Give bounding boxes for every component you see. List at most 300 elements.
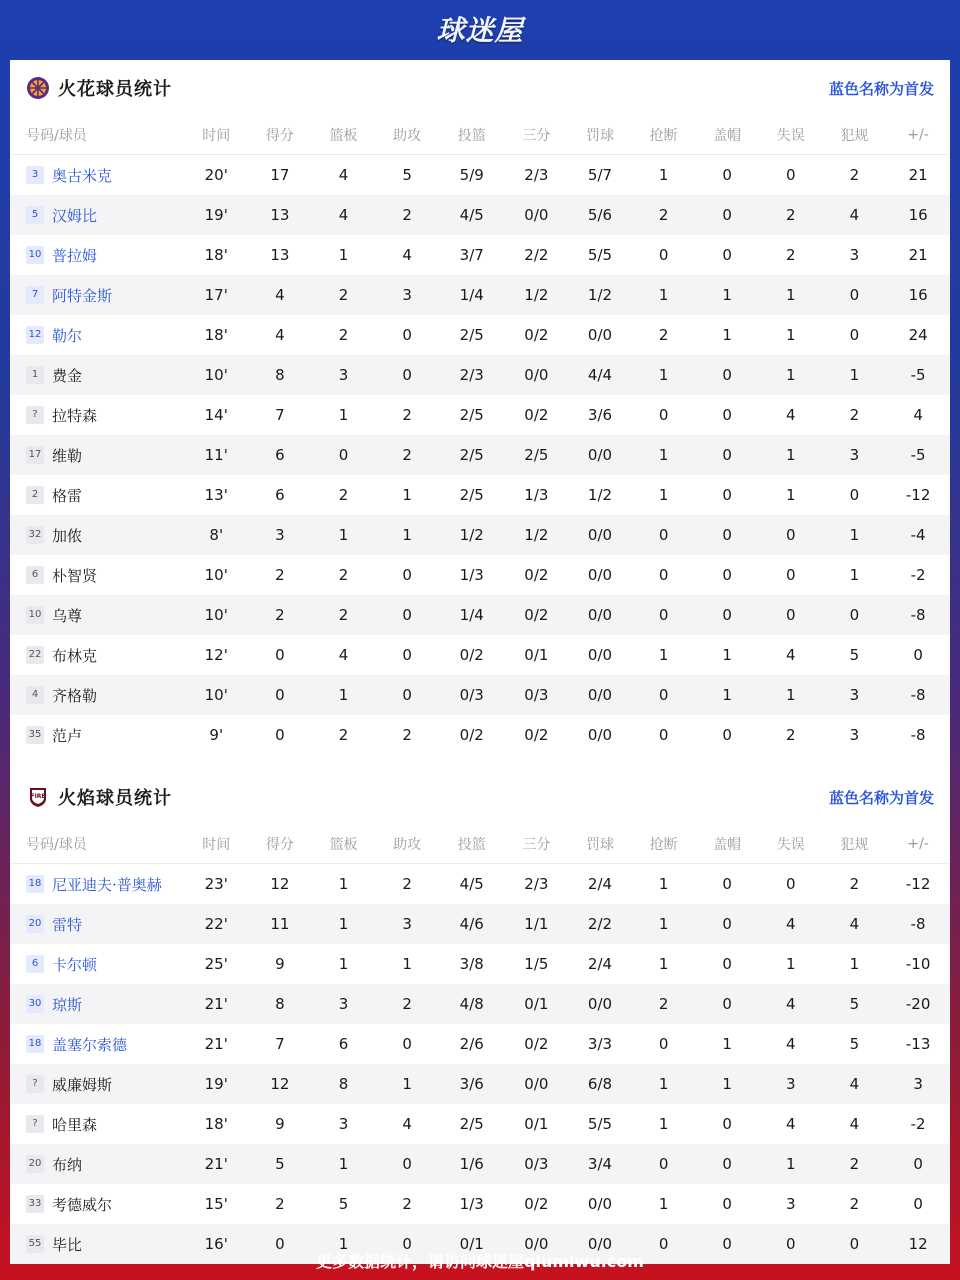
stat-cell: 3/6: [439, 1064, 505, 1104]
stat-cell: 1: [823, 515, 887, 555]
stat-cell: 18': [204, 246, 228, 264]
column-header[interactable]: 号码/球员: [10, 825, 184, 864]
section-gap: [10, 755, 950, 769]
stat-cell: 1: [658, 646, 669, 664]
stat-cell: 0: [658, 246, 669, 264]
player-name[interactable]: 汉姆比: [52, 206, 98, 225]
stat-cell: 0: [759, 515, 823, 555]
stat-cell: -20: [886, 984, 950, 1024]
section-header: [10, 60, 950, 116]
jersey-number-badge: 4: [26, 686, 44, 704]
player-row[interactable]: [10, 355, 950, 395]
stat-cell: 0: [913, 1195, 923, 1213]
stat-cell: -8: [886, 904, 950, 944]
column-header[interactable]: 时间: [184, 116, 248, 155]
column-header[interactable]: 罚球: [568, 116, 632, 155]
stat-cell: 0: [632, 1224, 696, 1264]
stat-cell: 0/0: [587, 726, 613, 744]
stat-cell: 8: [248, 355, 312, 395]
stat-cell: 0/2: [524, 326, 549, 344]
stat-cell: 3: [759, 1064, 823, 1104]
stat-cell: 9': [209, 726, 224, 744]
stat-cell: 1: [338, 246, 349, 264]
stat-cell: 4: [248, 275, 312, 315]
stat-cell: 1/2: [439, 515, 505, 555]
stat-cell: 2: [338, 566, 349, 584]
stat-cell: 0: [913, 646, 923, 664]
stat-cell: 0: [312, 435, 376, 475]
player-name[interactable]: 盖塞尔索德: [52, 1035, 128, 1054]
column-header[interactable]: 投篮: [439, 116, 505, 155]
stat-cell: 2/2: [568, 904, 632, 944]
player-cell: [10, 904, 184, 944]
stat-cell: 0: [722, 955, 732, 973]
column-header[interactable]: 得分: [248, 825, 312, 864]
player-cell: [10, 944, 184, 984]
stat-cell: 4: [849, 1115, 860, 1133]
stat-cell: 0: [632, 595, 696, 635]
stat-cell: 21': [204, 1035, 228, 1053]
stat-cell: 0: [759, 1224, 823, 1264]
team-section: [10, 60, 950, 769]
jersey-number-badge: 18: [26, 875, 44, 893]
stats-table: [10, 825, 950, 1264]
stat-cell: 0/2: [524, 1195, 549, 1213]
stat-cell: -2: [910, 566, 926, 584]
stat-cell: 3: [248, 515, 312, 555]
stat-cell: 0: [886, 1144, 950, 1184]
stat-cell: 2/5: [459, 326, 484, 344]
column-header[interactable]: 失误: [759, 116, 823, 155]
jersey-number-badge: 6: [26, 955, 44, 973]
jersey-number-badge: 20: [26, 915, 44, 933]
stat-cell: 16: [886, 195, 950, 235]
stat-cell: 3: [849, 246, 860, 264]
stat-cell: 2: [312, 595, 376, 635]
stat-cell: -8: [886, 675, 950, 715]
player-cell: [10, 595, 184, 635]
stat-cell: 1: [695, 275, 759, 315]
stat-cell: 3/4: [568, 1144, 632, 1184]
player-row[interactable]: [10, 1064, 950, 1104]
stat-cell: 2/5: [459, 486, 484, 504]
stat-cell: 0: [722, 726, 732, 744]
stat-cell: 0: [849, 326, 860, 344]
stat-cell: 0: [402, 646, 412, 664]
stat-cell: 25': [204, 955, 228, 973]
stat-cell: 2: [375, 984, 439, 1024]
stat-cell: 0: [375, 675, 439, 715]
stat-cell: 4: [823, 195, 887, 235]
stat-cell: 1: [759, 275, 823, 315]
stat-cell: 0/2: [524, 1035, 549, 1053]
stat-cell: 1/3: [459, 566, 484, 584]
column-header[interactable]: 助攻: [375, 825, 439, 864]
stat-cell: 1: [338, 875, 349, 893]
column-header[interactable]: 号码/球员: [10, 116, 184, 155]
stat-cell: 2/2: [524, 246, 549, 264]
brand-header: [0, 0, 960, 58]
stat-cell: 0: [658, 1035, 669, 1053]
stat-cell: 2: [786, 246, 796, 264]
player-row[interactable]: [10, 515, 950, 555]
stat-cell: 17': [184, 275, 248, 315]
stat-cell: 0: [695, 984, 759, 1024]
player-cell: [10, 864, 184, 905]
player-cell: [10, 715, 184, 755]
stat-cell: 0: [849, 486, 860, 504]
stat-cell: 2: [849, 875, 860, 893]
stat-cell: 2/5: [459, 1115, 484, 1133]
stat-cell: 4: [823, 1064, 887, 1104]
stat-cell: 2: [402, 406, 412, 424]
stat-cell: 1/1: [505, 904, 569, 944]
stat-cell: -8: [910, 726, 926, 744]
stat-cell: 1: [402, 486, 412, 504]
column-header[interactable]: 篮板: [312, 116, 376, 155]
stat-cell: 4/5: [459, 875, 484, 893]
stats-table: [10, 116, 950, 755]
stat-cell: 2/5: [505, 435, 569, 475]
stat-cell: 1: [759, 435, 823, 475]
player-row[interactable]: [10, 984, 950, 1024]
stat-cell: 0: [375, 355, 439, 395]
jersey-number-badge: 10: [26, 246, 44, 264]
stat-cell: 4/4: [568, 355, 632, 395]
stat-cell: -12: [905, 875, 931, 893]
player-name[interactable]: 普拉姆: [52, 246, 98, 265]
stat-cell: 4: [823, 904, 887, 944]
fire-logo-icon: [26, 785, 50, 809]
column-header[interactable]: 盖帽: [695, 825, 759, 864]
stat-cell: 2/6: [459, 1035, 484, 1053]
stat-cell: 2: [375, 195, 439, 235]
stat-cell: 12: [248, 1064, 312, 1104]
player-name: 格雷: [52, 486, 83, 505]
stat-cell: 8: [312, 1064, 376, 1104]
stat-cell: 0: [695, 435, 759, 475]
stat-cell: 0: [722, 406, 732, 424]
column-header[interactable]: 抢断: [632, 116, 696, 155]
player-row[interactable]: [10, 944, 950, 984]
stat-cell: 4/8: [439, 984, 505, 1024]
player-row[interactable]: [10, 1024, 950, 1064]
stat-cell: 3: [849, 726, 860, 744]
stat-cell: 3: [886, 1064, 950, 1104]
stat-cell: 21': [184, 984, 248, 1024]
player-row[interactable]: [10, 864, 950, 905]
player-name[interactable]: 琼斯: [52, 995, 83, 1014]
stat-cell: 1: [312, 1224, 376, 1264]
stat-cell: 7: [275, 1035, 285, 1053]
footer-link-text[interactable]: 更多数据统计，请访问球迷屋qiumiwu.com: [316, 1251, 644, 1271]
stat-cell: 5: [823, 984, 887, 1024]
player-row[interactable]: [10, 475, 950, 515]
stat-cell: 3: [338, 1115, 349, 1133]
stat-cell: 0: [632, 675, 696, 715]
stat-cell: 3: [375, 275, 439, 315]
stat-cell: 1: [695, 675, 759, 715]
column-header[interactable]: 篮板: [312, 825, 376, 864]
jersey-number-badge: ?: [26, 406, 44, 424]
column-header[interactable]: +/-: [886, 825, 950, 864]
stat-cell: 16: [886, 275, 950, 315]
player-name: 考德威尔: [52, 1195, 113, 1214]
player-name[interactable]: 奥古米克: [52, 166, 113, 185]
column-header[interactable]: 犯规: [823, 825, 887, 864]
player-row[interactable]: [10, 904, 950, 944]
stat-cell: 0: [759, 595, 823, 635]
stat-cell: 17: [270, 166, 290, 184]
column-header[interactable]: 犯规: [823, 116, 887, 155]
player-row[interactable]: [10, 435, 950, 475]
player-row[interactable]: [10, 635, 950, 675]
jersey-number-badge: 22: [26, 646, 44, 664]
stat-cell: 1/2: [568, 275, 632, 315]
stat-cell: 5/5: [587, 246, 613, 264]
stat-cell: 21: [908, 166, 928, 184]
stat-cell: 1: [823, 355, 887, 395]
stat-cell: 21: [908, 246, 928, 264]
stat-cell: 18': [204, 326, 228, 344]
stat-cell: 4: [402, 246, 412, 264]
team-section: [10, 769, 950, 1264]
jersey-number-badge: 12: [26, 326, 44, 344]
stat-cell: 2/3: [524, 166, 549, 184]
player-row[interactable]: [10, 155, 950, 196]
stat-cell: 2: [312, 275, 376, 315]
column-header[interactable]: 失误: [759, 825, 823, 864]
stat-cell: -5: [886, 355, 950, 395]
stat-cell: 12: [270, 875, 290, 893]
column-header[interactable]: 投篮: [439, 825, 505, 864]
stat-cell: 2: [402, 1195, 412, 1213]
column-header[interactable]: 盖帽: [695, 116, 759, 155]
stat-cell: 15': [204, 1195, 228, 1213]
stat-cell: 19': [184, 195, 248, 235]
stat-cell: -5: [886, 435, 950, 475]
jersey-number-badge: 6: [26, 566, 44, 584]
stat-cell: 1/3: [524, 486, 549, 504]
player-row[interactable]: [10, 715, 950, 755]
stat-cell: -4: [886, 515, 950, 555]
stat-cell: 9: [275, 1115, 285, 1133]
column-header[interactable]: 得分: [248, 116, 312, 155]
stat-cell: 18': [204, 1115, 228, 1133]
stat-cell: 5: [338, 1195, 349, 1213]
player-row[interactable]: [10, 395, 950, 435]
stat-cell: 1: [402, 955, 412, 973]
stat-cell: 0: [695, 515, 759, 555]
stat-cell: 4: [786, 406, 796, 424]
stat-cell: 0: [695, 355, 759, 395]
column-header[interactable]: 罚球: [568, 825, 632, 864]
stat-cell: 0/0: [587, 1195, 613, 1213]
player-name[interactable]: 尼亚迪夫·普奥赫: [52, 875, 162, 894]
stat-cell: 6: [338, 1035, 349, 1053]
player-name[interactable]: 卡尔顿: [52, 955, 98, 974]
stat-cell: 0/0: [505, 355, 569, 395]
stat-cell: 1/2: [505, 275, 569, 315]
stat-cell: 3/6: [587, 406, 613, 424]
stat-cell: 0: [275, 646, 285, 664]
stat-cell: 0: [695, 595, 759, 635]
stat-cell: 0: [823, 595, 887, 635]
player-row[interactable]: [10, 675, 950, 715]
stat-cell: 0: [402, 566, 412, 584]
stat-cell: 0: [248, 1224, 312, 1264]
stat-cell: 2: [402, 875, 412, 893]
player-row[interactable]: [10, 315, 950, 355]
player-cell: [10, 475, 184, 515]
stat-cell: 4: [402, 1115, 412, 1133]
stat-cell: 3: [312, 355, 376, 395]
stat-cell: 1: [722, 646, 732, 664]
stat-cell: 10': [184, 595, 248, 635]
stat-cell: 1: [849, 566, 860, 584]
stat-cell: 2: [375, 435, 439, 475]
player-name[interactable]: 雷特: [52, 915, 83, 934]
player-name: 乌尊: [52, 606, 83, 625]
stat-cell: 1: [849, 955, 860, 973]
stat-cell: 10': [184, 675, 248, 715]
stat-cell: 3: [375, 904, 439, 944]
stat-cell: 23': [204, 875, 228, 893]
stat-cell: 0/1: [524, 646, 549, 664]
player-cell: [10, 435, 184, 475]
column-header[interactable]: 抢断: [632, 825, 696, 864]
stat-cell: 1/2: [587, 486, 613, 504]
player-name: 加侬: [52, 526, 83, 545]
stat-cell: 0/3: [505, 675, 569, 715]
stat-cell: 0: [722, 1195, 732, 1213]
column-header[interactable]: 助攻: [375, 116, 439, 155]
stat-cell: 0: [695, 195, 759, 235]
stat-cell: 0: [786, 875, 796, 893]
section-title: 火花球员统计: [58, 79, 172, 100]
player-cell: [10, 635, 184, 675]
stat-cell: 1: [658, 486, 669, 504]
player-row[interactable]: [10, 1184, 950, 1224]
stat-cell: 0: [695, 1144, 759, 1184]
stat-cell: 0/0: [587, 326, 613, 344]
stat-cell: 2: [849, 1195, 860, 1213]
stat-cell: 1: [786, 326, 796, 344]
stat-cell: 2: [338, 486, 349, 504]
player-row[interactable]: [10, 1144, 950, 1184]
stat-cell: 4: [338, 646, 349, 664]
stat-cell: -2: [910, 1115, 926, 1133]
stat-cell: 6: [275, 486, 285, 504]
jersey-number-badge: 17: [26, 446, 44, 464]
stat-cell: 4: [786, 1115, 796, 1133]
stat-cell: 1: [658, 1115, 669, 1133]
column-header[interactable]: 三分: [505, 825, 569, 864]
stat-cell: 3/7: [459, 246, 484, 264]
starter-legend-note: 蓝色名称为首发: [828, 788, 934, 807]
jersey-number-badge: 7: [26, 286, 44, 304]
player-name: 朴智贤: [52, 566, 98, 585]
stat-cell: 1: [338, 406, 349, 424]
jersey-number-badge: ?: [26, 1115, 44, 1133]
stat-cell: 2/5: [439, 435, 505, 475]
stat-cell: 6/8: [568, 1064, 632, 1104]
jersey-number-badge: 5: [26, 206, 44, 224]
stat-cell: 0: [375, 595, 439, 635]
stat-cell: 0: [402, 1035, 412, 1053]
player-cell: [10, 1104, 184, 1144]
stats-card: [10, 60, 950, 1254]
section-title: 火焰球员统计: [58, 788, 172, 809]
stat-cell: 0/2: [524, 726, 549, 744]
stat-cell: 0: [786, 166, 796, 184]
stat-cell: 6: [248, 435, 312, 475]
stat-cell: 1: [722, 326, 732, 344]
stat-cell: 3/8: [459, 955, 484, 973]
player-row[interactable]: [10, 195, 950, 235]
stat-cell: 1: [759, 675, 823, 715]
stat-cell: 5: [849, 1035, 860, 1053]
column-header[interactable]: 时间: [184, 825, 248, 864]
stat-cell: 10': [184, 355, 248, 395]
stat-cell: 10': [204, 566, 228, 584]
stat-cell: 8': [184, 515, 248, 555]
stat-cell: 1: [759, 1144, 823, 1184]
player-cell: [10, 675, 184, 715]
stat-cell: 4: [275, 326, 285, 344]
header-row: [10, 825, 950, 864]
stat-cell: 24: [908, 326, 928, 344]
player-name[interactable]: 勒尔: [52, 326, 83, 345]
stat-cell: 2/3: [439, 355, 505, 395]
stat-cell: 0/0: [568, 984, 632, 1024]
player-row[interactable]: [10, 555, 950, 595]
player-row[interactable]: [10, 595, 950, 635]
stat-cell: 0: [823, 1224, 887, 1264]
jersey-number-badge: 20: [26, 1155, 44, 1173]
stat-cell: 3: [786, 1195, 796, 1213]
stat-cell: -12: [905, 486, 931, 504]
player-name[interactable]: 阿特金斯: [52, 286, 113, 305]
player-row[interactable]: [10, 235, 950, 275]
stat-cell: 1/4: [439, 275, 505, 315]
column-header[interactable]: +/-: [886, 116, 950, 155]
footer-banner[interactable]: [0, 1240, 960, 1280]
stat-cell: 14': [204, 406, 228, 424]
jersey-number-badge: 10: [26, 606, 44, 624]
player-row[interactable]: [10, 1104, 950, 1144]
column-header[interactable]: 三分: [505, 116, 569, 155]
player-row[interactable]: [10, 275, 950, 315]
stat-cell: 1: [658, 875, 669, 893]
stat-cell: 1: [632, 904, 696, 944]
stat-cell: 3: [823, 435, 887, 475]
stat-cell: 16': [184, 1224, 248, 1264]
stat-cell: 9: [275, 955, 285, 973]
stat-cell: 1: [632, 275, 696, 315]
stat-cell: 0/2: [505, 595, 569, 635]
stat-cell: 2: [248, 595, 312, 635]
player-cell: [10, 395, 184, 435]
player-name: 布纳: [52, 1155, 83, 1174]
stat-cell: 1: [695, 1064, 759, 1104]
stat-cell: 2: [632, 195, 696, 235]
stat-cell: 2/4: [587, 955, 613, 973]
stat-cell: 1: [786, 955, 796, 973]
stat-cell: 3/3: [587, 1035, 613, 1053]
player-name: 费金: [52, 366, 83, 385]
stat-cell: 2: [786, 726, 796, 744]
